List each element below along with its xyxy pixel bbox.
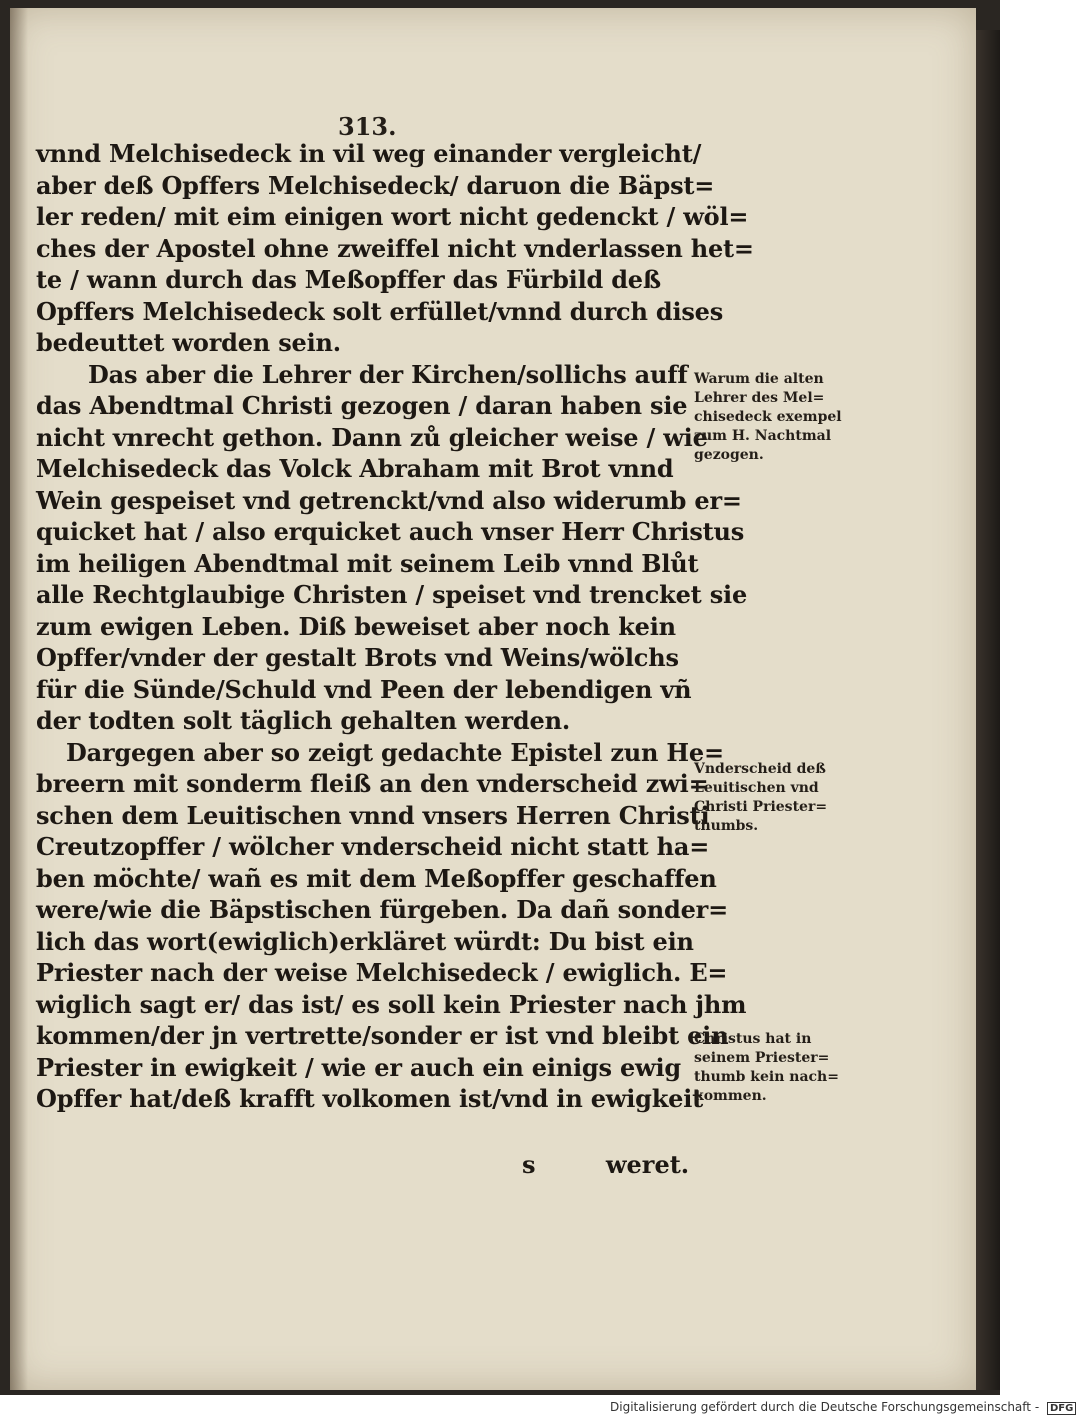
margin-note-line: thumbs. <box>694 818 759 834</box>
margin-note-line: seinem Priester= <box>694 1050 830 1066</box>
text-line: Dargegen aber so zeigt gedachte Epistel zun He= <box>66 737 724 767</box>
text-line: zum ewigen Leben. Diß beweiset aber noch kein <box>36 611 676 641</box>
text-line: Creutzopffer / wölcher vnderscheid nicht statt ha= <box>36 832 710 861</box>
text-line: Melchisedeck das Volck Abraham mit Brot vnnd <box>36 454 674 483</box>
text-line: Priester nach der weise Melchisedeck / ewiglich. E= <box>36 958 728 987</box>
footer-credit <box>610 1400 1076 1415</box>
text-line: vnnd Melchisedeck in vil weg einander vergleicht/ <box>36 139 702 168</box>
page-gutter-shadow <box>10 8 28 1390</box>
margin-note-line: Warum die alten <box>694 371 824 387</box>
text-line: Opffer hat/deß krafft volkomen ist/vnd in ewigkeit <box>36 1084 704 1113</box>
margin-note-line: Christus hat in <box>694 1031 812 1047</box>
dfg-logo: DFG <box>1047 1402 1076 1415</box>
text-line: were/wie die Bäpstischen fürgeben. Da dañ sonder= <box>36 895 729 924</box>
text-line: Wein gespeiset vnd getrenckt/vnd also widerumb er= <box>36 485 742 515</box>
text-line: Priester in ewigkeit / wie er auch ein einigs ewig <box>36 1052 681 1082</box>
text-line: aber deß Opffers Melchisedeck/ daruon die Bäpst= <box>36 170 715 200</box>
margin-note-line: thumb kein nach= <box>694 1069 839 1085</box>
margin-note-line: Vnderscheid deß <box>694 761 826 777</box>
text-line: der todten solt täglich gehalten werden. <box>36 706 570 735</box>
text-line: Opffers Melchisedeck solt erfüllet/vnnd durch dises <box>36 296 724 326</box>
margin-note-line: kommen. <box>694 1088 767 1104</box>
signature-mark: s <box>522 1150 536 1179</box>
page-number: 313. <box>338 112 397 141</box>
text-line: das Abendtmal Christi gezogen / daran haben sie <box>36 391 688 420</box>
margin-note-successor <box>694 1030 862 1106</box>
text-line: ben möchte/ wañ es mit dem Meßopffer geschaffen <box>36 863 717 893</box>
text-line: wiglich sagt er/ das ist/ es soll kein Priester nach jhm <box>36 989 747 1019</box>
text-line: Das aber die Lehrer der Kirchen/sollichs auff <box>88 359 688 389</box>
margin-note-melchisedeck <box>694 370 862 465</box>
text-line: ches der Apostel ohne zweiffel nicht vnderlassen het= <box>36 233 754 263</box>
text-line: alle Rechtglaubige Christen / speiset vnd trencket sie <box>36 580 748 609</box>
margin-note-line: Christi Priester= <box>694 799 828 815</box>
text-line: ler reden/ mit eim einigen wort nicht gedenckt / wöl= <box>36 202 749 231</box>
text-line: te / wann durch das Meßopffer das Fürbild deß <box>36 265 661 294</box>
margin-note-line: Lehrer des Mel= <box>694 390 825 406</box>
footer-text: Digitalisierung gefördert durch die Deutsche Forschungsgemeinschaft - <box>610 1400 1040 1414</box>
text-line: im heiligen Abendtmal mit seinem Leib vnnd Blůt <box>36 548 699 578</box>
margin-note-line: gezogen. <box>694 447 764 463</box>
text-line: für die Sünde/Schuld vnd Peen der lebendigen vñ <box>36 674 692 704</box>
text-line: quicket hat / also erquicket auch vnser Herr Christus <box>36 517 745 546</box>
text-line: breern mit sonderm fleiß an den vnderscheid zwi= <box>36 769 709 798</box>
catchword: weret. <box>605 1150 690 1179</box>
text-line: nicht vnrecht gethon. Dann zů gleicher weise / wie <box>36 422 708 452</box>
margin-note-priesthood <box>694 760 862 836</box>
text-line: bedeuttet worden sein. <box>36 328 341 357</box>
margin-note-line: zum H. Nachtmal <box>694 428 832 444</box>
margin-note-line: chisedeck exempel <box>694 409 842 425</box>
book-edge <box>976 30 1000 1390</box>
text-line: kommen/der jn vertrette/sonder er ist vnd bleibt ein <box>36 1021 729 1050</box>
margin-note-line: Leuitischen vnd <box>694 780 819 796</box>
catchword-line <box>522 1150 689 1179</box>
text-line: lich das wort(ewiglich)erkläret würdt: Du bist ein <box>36 926 694 956</box>
text-line: schen dem Leuitischen vnnd vnsers Herren Christi <box>36 800 710 830</box>
text-line: Opffer/vnder der gestalt Brots vnd Weins/wölchs <box>36 643 679 672</box>
